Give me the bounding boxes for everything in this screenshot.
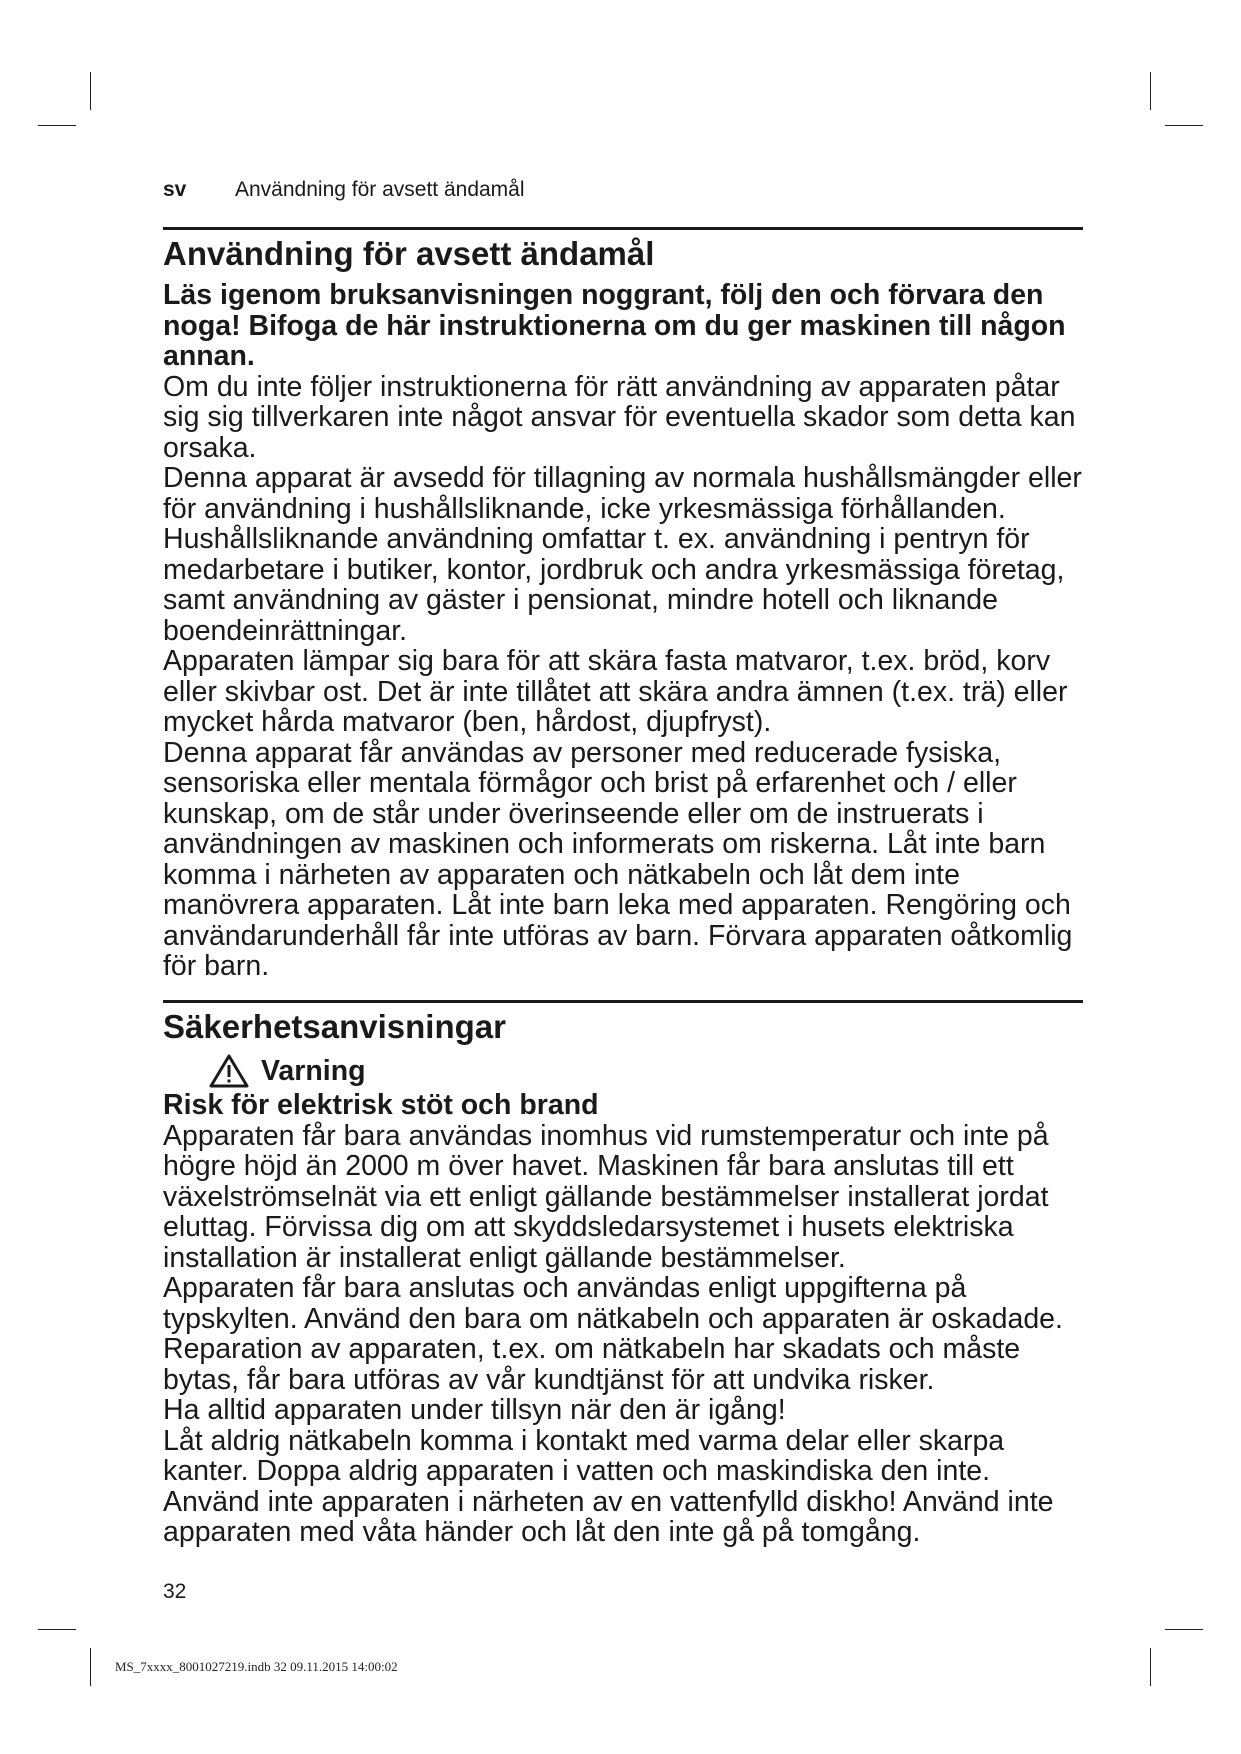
paragraph: Apparaten får bara användas inomhus vid rumstemperatur och inte på högre höjd än 2000 m över havet. Maskinen får bara anslutas till ett växelströmselnät via ett enligt gällande bestämmelser installerat jordat eluttag. Förvissa dig om att skyddsledarsystemet i husets elektriska installation är installerat enligt gällande bestämmelser. — [163, 1119, 1049, 1274]
crop-mark — [38, 125, 76, 126]
crop-mark — [90, 1648, 91, 1686]
paragraph: Låt aldrig nätkabeln komma i kontakt med varma delar eller skarpa kanter. Doppa aldrig apparaten i vatten och maskindiska den inte. Använd inte apparaten i närheten av en vattenfylld diskho! Använd inte apparaten med våta händer och låt den inte gå på tomgång. — [163, 1424, 1054, 1548]
section-divider — [163, 1000, 1083, 1003]
crop-mark — [90, 72, 91, 110]
running-title: Användning för avsett ändamål — [235, 178, 525, 201]
running-header — [163, 178, 525, 202]
page-content — [163, 227, 1083, 1548]
warning-triangle-icon — [209, 1054, 249, 1088]
paragraph: Denna apparat får användas av personer med reducerade fysiska, sensoriska eller mentala förmågor och brist på erfarenhet och / eller kunskap, om de står under överinseende eller om de instruerats i användningen av maskinen och informerats om riskerna. Låt inte barn komma i närheten av apparaten och nätkabeln och låt dem inte manövrera apparaten. Låt inte barn leka med apparaten. Rengöring och användarunderhåll får inte utföras av barn. Förvara apparaten oåtkomlig för barn. — [163, 736, 1073, 982]
paragraph: Ha alltid apparaten under tillsyn när den är igång! — [163, 1394, 786, 1426]
paragraph: Om du inte följer instruktionerna för rätt användning av apparaten påtar sig sig tillverkaren inte något ansvar för eventuella skador som detta kan orsaka. — [163, 370, 1076, 464]
paragraph: Apparaten lämpar sig bara för att skära fasta matvaror, t.ex. bröd, korv eller skivbar ost. Det är inte tillåtet att skära andra ämnen (t.ex. trä) eller mycket hårda matvaror (ben, hårdost, djupfryst). — [163, 645, 1068, 738]
section-title-intended-use: Användning för avsett ändamål — [163, 235, 655, 272]
risk-title: Risk för elektrisk stöt och brand — [163, 1088, 599, 1121]
crop-mark — [1165, 125, 1203, 126]
crop-mark — [1150, 72, 1151, 110]
warning-heading — [163, 1053, 1083, 1089]
language-code: sv — [163, 178, 187, 201]
warning-label: Varning — [261, 1054, 366, 1087]
print-footer: MS_7xxxx_8001027219.indb 32 09.11.2015 14:00:02 — [115, 1659, 398, 1674]
section-divider — [163, 227, 1083, 230]
crop-mark — [38, 1629, 76, 1630]
lead-paragraph: Läs igenom bruksanvisningen noggrant, följ den och förvara den noga! Bifoga de här instruktionerna om du ger maskinen till någon annan. — [163, 279, 1066, 372]
paragraph: Apparaten får bara anslutas och användas enligt uppgifterna på typskylten. Använd den bara om nätkabeln och apparaten är oskadade. Reparation av apparaten, t.ex. om nätkabeln har skadats och måste bytas, får bara utföras av vår kundtjänst för att undvika risker. — [163, 1272, 1063, 1396]
page-number: 32 — [163, 1580, 187, 1603]
crop-mark — [1165, 1629, 1203, 1630]
section-title-safety: Säkerhetsanvisningar — [163, 1007, 506, 1045]
paragraph: Denna apparat är avsedd för tillagning av normala hushållsmängder eller för användning i hushållsliknande, icke yrkesmässiga förhållanden. Hushållsliknande användning omfattar t. ex. användning i pentryn för medarbetare i butiker, kontor, jordbruk och andra yrkesmässiga företag, samt användning av gäster i pensionat, mindre hotell och liknande boendeinrättningar. — [163, 462, 1082, 647]
crop-mark — [1150, 1648, 1151, 1686]
